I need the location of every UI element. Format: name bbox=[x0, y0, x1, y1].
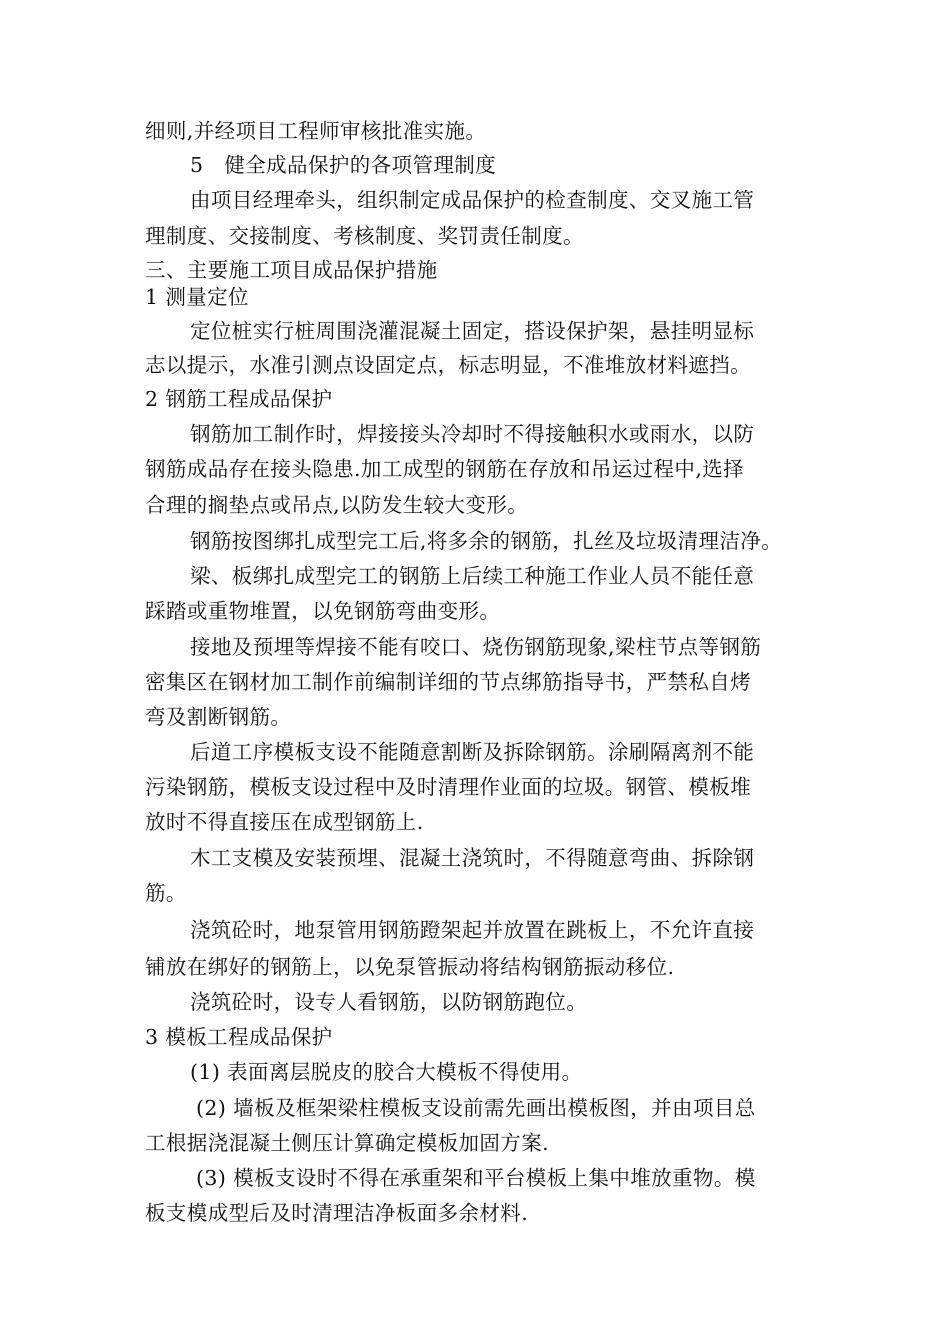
text-line: 钢筋按图绑扎成型完工后,将多余的钢筋，扎丝及垃圾清理洁净。 bbox=[190, 529, 783, 553]
text-line: 弯及割断钢筋。 bbox=[145, 705, 292, 729]
text-line: 梁、板绑扎成型完工的钢筋上后续工种施工作业人员不能任意 bbox=[190, 564, 755, 588]
list-item: (3) 模板支设时不得在承重架和平台模板上集中堆放重物。模 bbox=[196, 1166, 756, 1190]
text-line: 合理的搁垫点或吊点,以防发生较大变形。 bbox=[145, 493, 529, 517]
text-line: 筋。 bbox=[145, 881, 187, 905]
text-line: 放时不得直接压在成型钢筋上. bbox=[145, 810, 424, 834]
text-line: 后道工序模板支设不能随意割断及拆除钢筋。涂刷隔离剂不能 bbox=[190, 740, 755, 764]
text-line: 钢筋加工制作时，焊接接头冷却时不得接触积水或雨水，以防 bbox=[190, 422, 755, 446]
list-item: (1) 表面离层脱皮的胶合大模板不得使用。 bbox=[190, 1060, 583, 1084]
list-item: (2) 墙板及框架梁柱模板支设前需先画出模板图，并由项目总 bbox=[196, 1096, 756, 1120]
text-line: 钢筋成品存在接头隐患.加工成型的钢筋在存放和吊运过程中,选择 bbox=[145, 457, 745, 481]
text-line: 浇筑砼时，设专人看钢筋，以防钢筋跑位。 bbox=[190, 990, 588, 1014]
text-line: 污染钢筋，模板支设过程中及时清理作业面的垃圾。钢管、模板堆 bbox=[145, 775, 752, 799]
text-line: 工根据浇混凝土侧压计算确定模板加固方案. bbox=[145, 1131, 550, 1155]
section-heading: 5 健全成品保护的各项管理制度 bbox=[190, 153, 497, 177]
section-heading: 1 测量定位 bbox=[145, 285, 249, 309]
text-line: 木工支模及安装预埋、混凝土浇筑时，不得随意弯曲、拆除钢 bbox=[190, 846, 755, 870]
text-line: 板支模成型后及时清理洁净板面多余材料. bbox=[145, 1201, 529, 1225]
text-line: 定位桩实行桩周围浇灌混凝土固定，搭设保护架，悬挂明显标 bbox=[190, 319, 755, 343]
text-line: 志以提示，水准引测点设固定点，标志明显，不准堆放材料遮挡。 bbox=[145, 353, 752, 377]
chapter-heading: 三、主要施工项目成品保护措施 bbox=[145, 258, 438, 282]
text-line: 理制度、交接制度、考核制度、奖罚责任制度。 bbox=[145, 224, 584, 248]
text-line: 浇筑砼时，地泵管用钢筋蹬架起并放置在跳板上，不允许直接 bbox=[190, 918, 755, 942]
text-line: 铺放在绑好的钢筋上，以免泵管振动将结构钢筋振动移位. bbox=[145, 955, 675, 979]
section-heading: 3 模板工程成品保护 bbox=[145, 1025, 333, 1049]
text-line: 接地及预埋等焊接不能有咬口、烧伤钢筋现象,梁柱节点等钢筋 bbox=[190, 635, 762, 659]
text-line: 踩踏或重物堆置，以免钢筋弯曲变形。 bbox=[145, 599, 501, 623]
text-line: 密集区在钢材加工制作前编制详细的节点绑筋指导书，严禁私自烤 bbox=[145, 670, 752, 694]
text-line: 由项目经理牵头，组织制定成品保护的检查制度、交叉施工管 bbox=[190, 188, 755, 212]
section-heading: 2 钢筋工程成品保护 bbox=[145, 387, 333, 411]
text-line: 细则,并经项目工程师审核批准实施。 bbox=[145, 119, 487, 143]
